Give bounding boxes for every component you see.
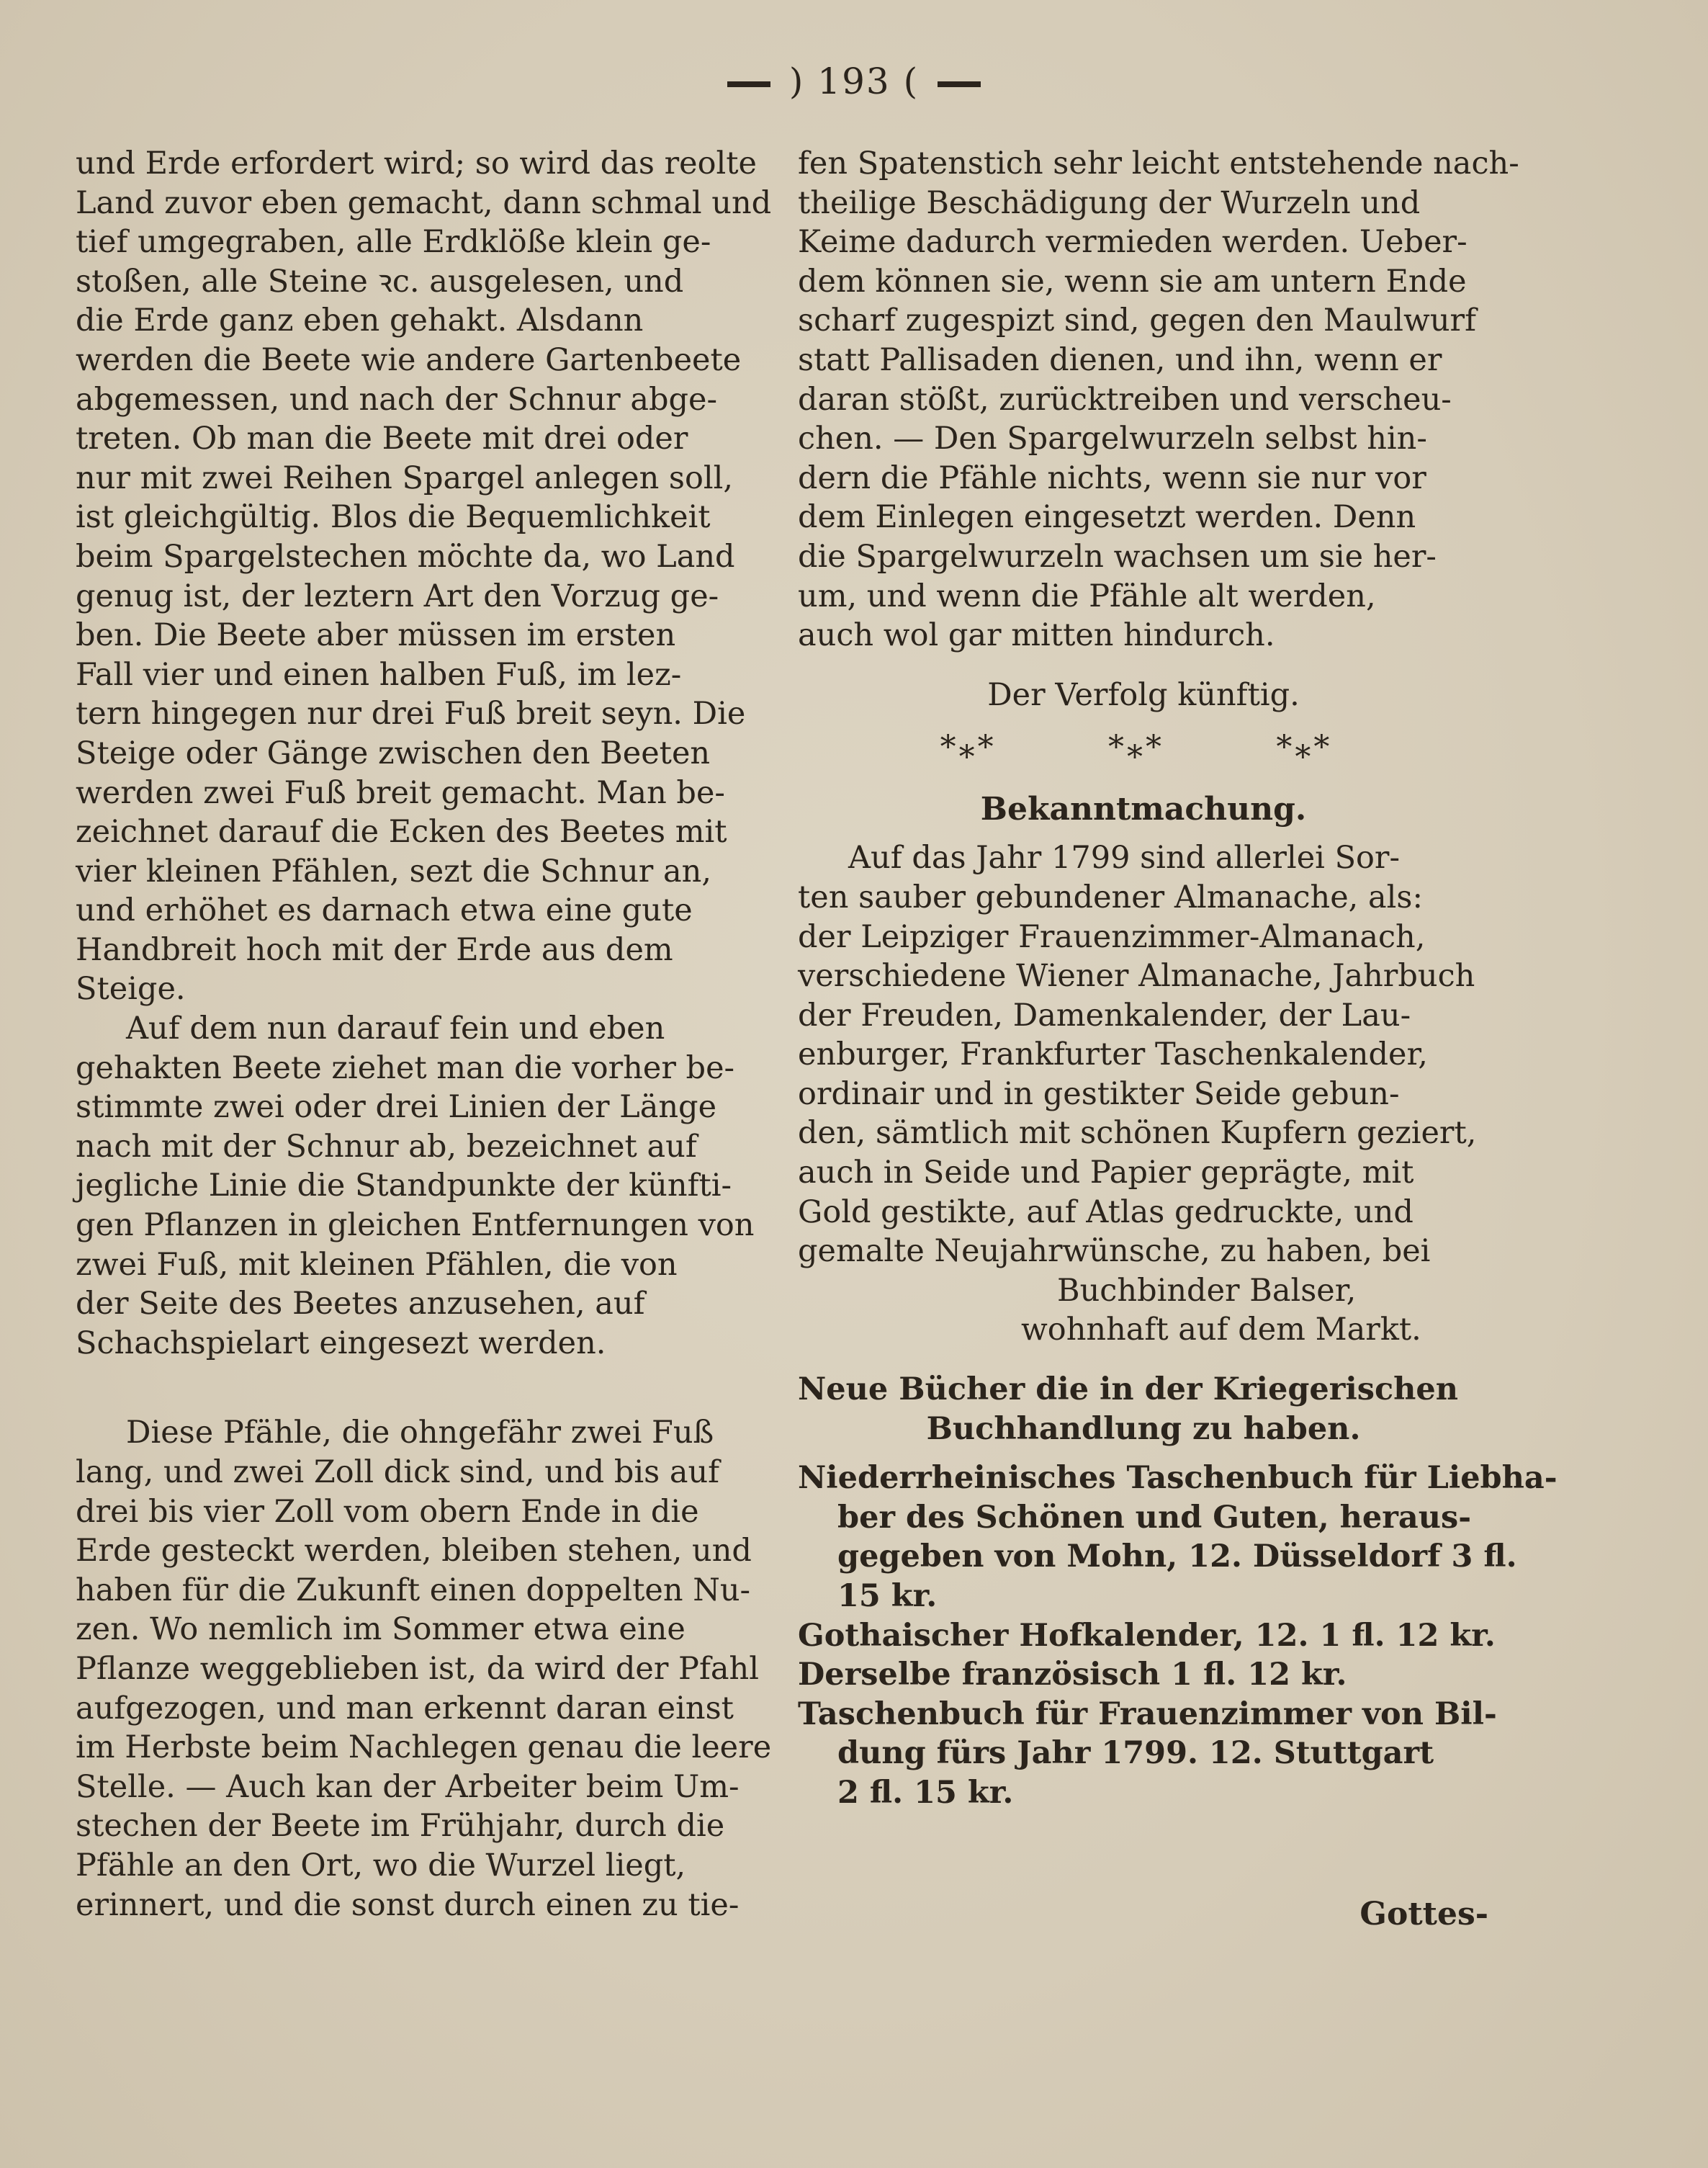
- text-line: stimmte zwei oder drei Linien der Länge: [76, 1089, 717, 1126]
- text-line: treten. Ob man die Beete mit drei oder: [76, 421, 688, 457]
- text-line: Fall vier und einen halben Fuß, im lez-: [76, 656, 682, 693]
- text-line: statt Pallisaden dienen, und ihn, wenn er: [798, 341, 1442, 378]
- text-line: Land zuvor eben gemacht, dann schmal und: [76, 184, 772, 221]
- page-header: [0, 56, 1708, 107]
- spacer: [798, 655, 1489, 676]
- text-line: verschiedene Wiener Almanache, Jahrbuch: [798, 958, 1475, 995]
- text-line: stechen der Beete im Frühjahr, durch die: [76, 1808, 725, 1845]
- text-line: ben. Die Beete aber müssen im ersten: [76, 617, 676, 654]
- text-line: werden zwei Fuß breit gemacht. Man be-: [76, 774, 725, 811]
- signature-line: wohnhaft auf dem Markt.: [1021, 1312, 1421, 1348]
- text-line: ist gleichgültig. Blos die Bequemlichkeit: [76, 499, 711, 536]
- text-line: jegliche Linie die Standpunkte der künfti-: [76, 1168, 732, 1204]
- signature-line: Buchbinder Balser,: [1057, 1272, 1357, 1309]
- text-line: Taschenbuch für Frauenzimmer von Bil-: [798, 1696, 1497, 1732]
- book-list: [798, 1459, 1558, 1812]
- book-entry: [798, 1616, 1496, 1656]
- text-line: beim Spargelstechen möchte da, wo Land: [76, 538, 735, 575]
- book-entry: [798, 1655, 1489, 1695]
- books-heading-line: Buchhandlung zu haben.: [926, 1410, 1361, 1447]
- section-separator: [884, 715, 1388, 781]
- right-column: [798, 144, 1558, 1813]
- text-line: ordinair und in gestikter Seide gebun-: [798, 1075, 1400, 1112]
- text-line: Erde gesteckt werden, bleiben stehen, und: [76, 1533, 752, 1569]
- text-line: Auf das Jahr 1799 sind allerlei Sor-: [848, 840, 1401, 877]
- text-line: dem können sie, wenn sie am untern Ende: [798, 263, 1467, 300]
- asterism: *⁎*: [1276, 729, 1333, 766]
- text-line: und erhöhet es darnach etwa eine gute: [76, 892, 693, 929]
- books-heading-line: Neue Bücher die in der Kriegerischen: [798, 1371, 1459, 1408]
- text-line: auch in Seide und Papier geprägte, mit: [798, 1155, 1414, 1191]
- text-line: fen Spatenstich sehr leicht entstehende nach-: [798, 145, 1519, 182]
- text-line: enburger, Frankfurter Taschenkalender,: [798, 1036, 1428, 1073]
- text-line: tern hingegen nur drei Fuß breit seyn. Die: [76, 696, 746, 733]
- text-line: Stelle. — Auch kan der Arbeiter beim Um-: [76, 1768, 740, 1805]
- text-line: dung fürs Jahr 1799. 12. Stuttgart: [837, 1735, 1434, 1772]
- text-line: die Spargelwurzeln wachsen um sie her-: [798, 538, 1437, 575]
- text-line: Handbreit hoch mit der Erde aus dem: [76, 931, 673, 968]
- text-line: chen. — Den Spargelwurzeln selbst hin-: [798, 421, 1427, 457]
- page-number: ) 193 (: [788, 61, 920, 102]
- text-line: 15 kr.: [837, 1578, 938, 1614]
- asterism: *⁎*: [940, 729, 997, 766]
- book-entry: [798, 1695, 1497, 1813]
- header-rule-left: [727, 81, 770, 87]
- spacer: [76, 1363, 767, 1413]
- text-line: Gold gestikte, auf Atlas gedruckte, und: [798, 1193, 1413, 1230]
- text-line: vier kleinen Pfählen, sezt die Schnur an,: [76, 853, 711, 890]
- text-line: zeichnet darauf die Ecken des Beetes mit: [76, 814, 727, 851]
- text-line: zen. Wo nemlich im Sommer etwa eine: [76, 1611, 686, 1648]
- text-line: erinnert, und die sonst durch einen zu tie-: [76, 1886, 740, 1923]
- text-line: ber des Schönen und Guten, heraus-: [837, 1499, 1472, 1536]
- text-line: 2 fl. 15 kr.: [837, 1774, 1014, 1811]
- text-line: und Erde erfordert wird; so wird das reolte: [76, 145, 757, 182]
- text-line: tief umgegraben, alle Erdklöße klein ge-: [76, 224, 711, 261]
- text-line: der Seite des Beetes anzusehen, auf: [76, 1286, 645, 1322]
- paragraph: [76, 1413, 772, 1925]
- spacer: [798, 1350, 1489, 1370]
- spacer: [798, 1448, 1489, 1459]
- text-line: dern die Pfähle nichts, wenn sie nur vor: [798, 460, 1426, 496]
- announcement-body: [798, 838, 1489, 1350]
- text-line: auch wol gar mitten hindurch.: [798, 617, 1275, 654]
- paragraph: [76, 1009, 767, 1363]
- text-line: theilige Beschädigung der Wurzeln und: [798, 184, 1421, 221]
- book-entry: [798, 1459, 1558, 1616]
- text-line: abgemessen, und nach der Schnur abge-: [76, 381, 718, 418]
- text-line: stoßen, alle Steine ꝛc. ausgelesen, und: [76, 263, 684, 300]
- text-line: um, und wenn die Pfähle alt werden,: [798, 578, 1376, 614]
- text-line: ten sauber gebundener Almanache, als:: [798, 879, 1423, 915]
- text-line: daran stößt, zurücktreiben und verscheu-: [798, 381, 1452, 418]
- text-line: Pfähle an den Ort, wo die Wurzel liegt,: [76, 1847, 686, 1883]
- paragraph: [76, 144, 772, 1009]
- text-line: gemalte Neujahrwünsche, zu haben, bei: [798, 1233, 1431, 1270]
- text-line: dem Einlegen eingesetzt werden. Denn: [798, 499, 1416, 536]
- text-line: drei bis vier Zoll vom obern Ende in die: [76, 1493, 699, 1530]
- asterism: *⁎*: [1107, 729, 1164, 766]
- text-line: der Freuden, Damenkalender, der Lau-: [798, 997, 1411, 1034]
- catchword: Gottes-: [1359, 1896, 1488, 1932]
- text-line: Keime dadurch vermieden werden. Ueber-: [798, 224, 1467, 261]
- text-line: lang, und zwei Zoll dick sind, und bis auf: [76, 1454, 720, 1490]
- text-line: aufgezogen, und man erkennt daran einst: [76, 1690, 734, 1726]
- text-line: Gothaischer Hofkalender, 12. 1 fl. 12 kr.: [798, 1617, 1496, 1654]
- text-line: Diese Pfähle, die ohngefähr zwei Fuß: [126, 1415, 714, 1451]
- text-line: gehakten Beete ziehet man die vorher be-: [76, 1049, 735, 1086]
- paragraph: [798, 144, 1519, 655]
- text-line: die Erde ganz eben gehakt. Alsdann: [76, 303, 644, 339]
- continuation-note: Der Verfolg künftig.: [987, 676, 1300, 713]
- text-line: gegeben von Mohn, 12. Düsseldorf 3 fl.: [837, 1538, 1517, 1575]
- text-line: Pflanze weggeblieben ist, da wird der Pfahl: [76, 1650, 759, 1687]
- text-line: Schachspielart eingesezt werden.: [76, 1325, 606, 1361]
- text-line: Derselbe französisch 1 fl. 12 kr.: [798, 1657, 1347, 1693]
- text-line: nur mit zwei Reihen Spargel anlegen soll,: [76, 460, 734, 496]
- text-line: gen Pflanzen in gleichen Entfernungen von: [76, 1207, 755, 1244]
- text-line: Niederrheinisches Taschenbuch für Liebha-: [798, 1460, 1558, 1497]
- books-heading: [798, 1370, 1489, 1448]
- text-line: genug ist, der leztern Art den Vorzug ge-: [76, 578, 719, 614]
- left-column: [76, 144, 772, 1925]
- announcement-heading: Bekanntmachung.: [980, 791, 1307, 828]
- text-line: haben für die Zukunft einen doppelten Nu-: [76, 1572, 751, 1608]
- text-line: scharf zugespizt sind, gegen den Maulwurf: [798, 303, 1476, 339]
- text-line: nach mit der Schnur ab, bezeichnet auf: [76, 1128, 697, 1165]
- header-rule-right: [938, 81, 981, 87]
- text-line: zwei Fuß, mit kleinen Pfählen, die von: [76, 1246, 678, 1283]
- text-line: im Herbste beim Nachlegen genau die leere: [76, 1729, 772, 1766]
- text-line: werden die Beete wie andere Gartenbeete: [76, 341, 742, 378]
- text-line: der Leipziger Frauenzimmer-Almanach,: [798, 918, 1426, 955]
- text-line: Steige oder Gänge zwischen den Beeten: [76, 735, 711, 771]
- text-line: Steige.: [76, 971, 186, 1008]
- text-line: den, sämtlich mit schönen Kupfern geziert,: [798, 1115, 1477, 1152]
- text-line: Auf dem nun darauf fein und eben: [126, 1011, 665, 1047]
